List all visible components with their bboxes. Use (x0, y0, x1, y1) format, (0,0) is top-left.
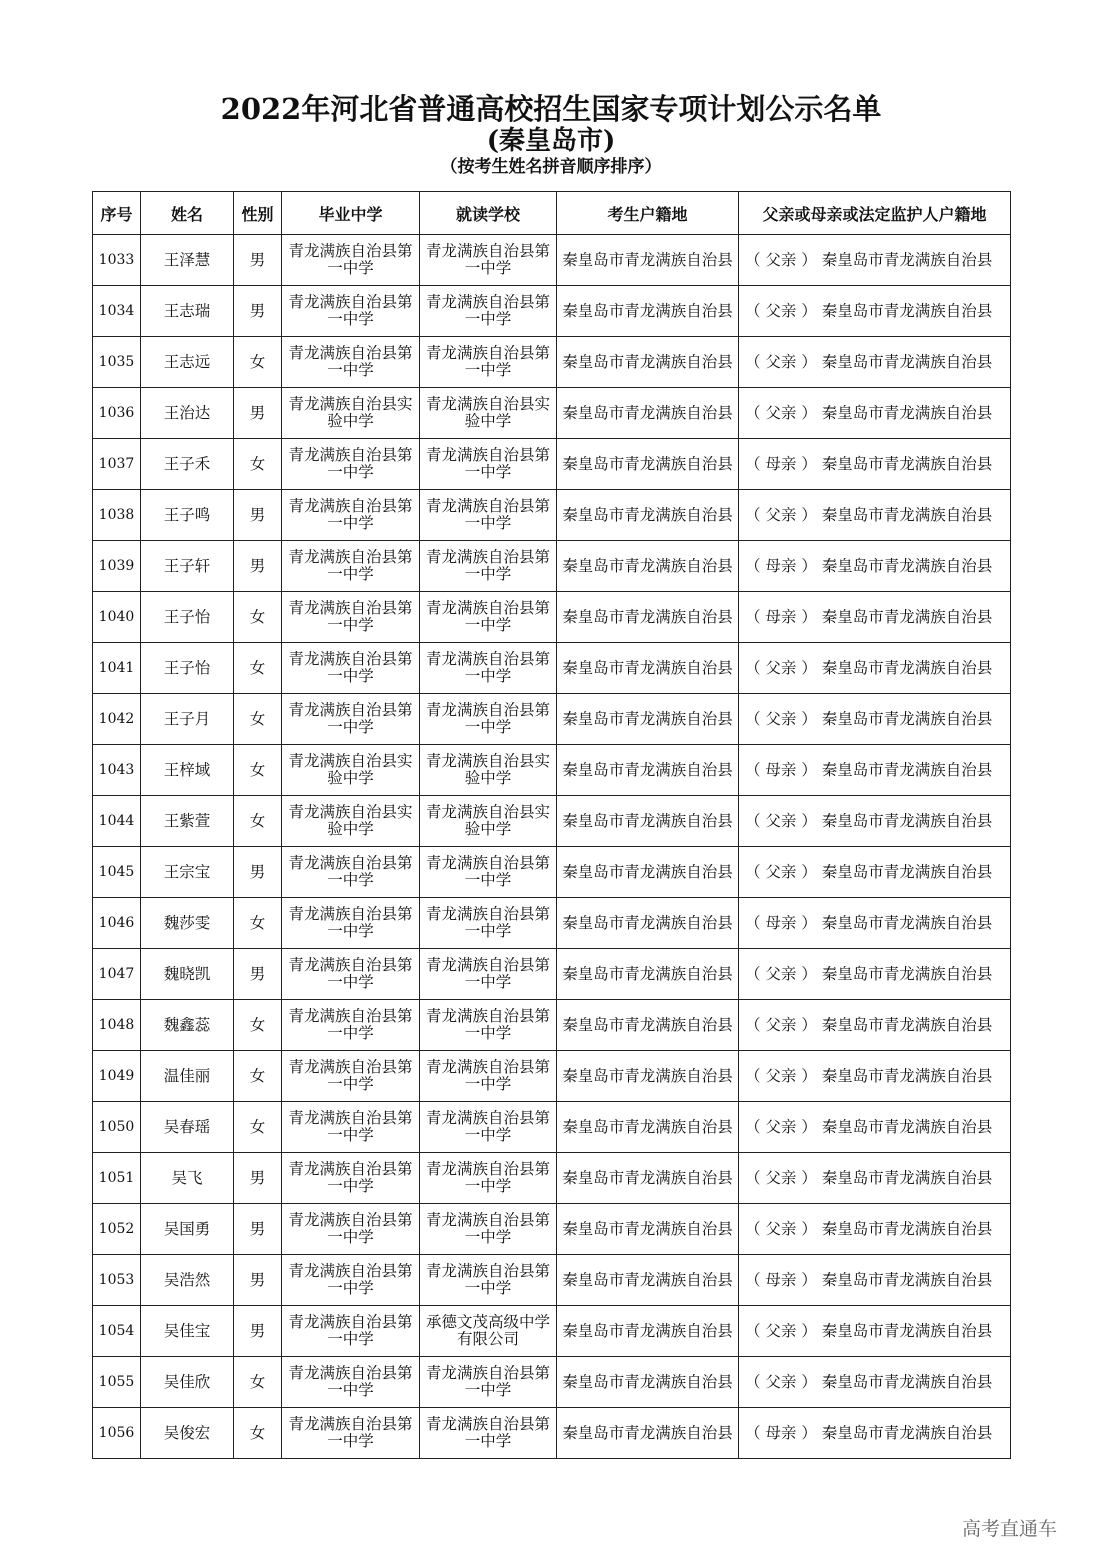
table-row (93, 235, 1011, 286)
cell-grad-school: 青龙满族自治县实验中学 (282, 388, 420, 439)
cell-guardian-hukou: （ 父亲 ） 秦皇岛市青龙满族自治县 (739, 1357, 1011, 1408)
header-seq: 序号 (93, 192, 141, 235)
cell-guardian-hukou: （ 母亲 ） 秦皇岛市青龙满族自治县 (739, 1408, 1011, 1459)
cell-guardian-hukou: （ 父亲 ） 秦皇岛市青龙满族自治县 (739, 643, 1011, 694)
cell-hukou: 秦皇岛市青龙满族自治县 (557, 1255, 739, 1306)
table-row (93, 439, 1011, 490)
cell-current-school: 青龙满族自治县第一中学 (420, 541, 557, 592)
cell-grad-school: 青龙满族自治县第一中学 (282, 1153, 420, 1204)
cell-hukou: 秦皇岛市青龙满族自治县 (557, 694, 739, 745)
watermark: 高考直通车 (962, 1519, 1058, 1540)
cell-grad-school: 青龙满族自治县实验中学 (282, 796, 420, 847)
cell-gender: 女 (234, 1357, 282, 1408)
cell-current-school: 青龙满族自治县第一中学 (420, 490, 557, 541)
cell-guardian-hukou: （ 母亲 ） 秦皇岛市青龙满族自治县 (739, 541, 1011, 592)
cell-hukou: 秦皇岛市青龙满族自治县 (557, 388, 739, 439)
cell-guardian-hukou: （ 父亲 ） 秦皇岛市青龙满族自治县 (739, 1204, 1011, 1255)
cell-name: 王治达 (141, 388, 234, 439)
cell-hukou: 秦皇岛市青龙满族自治县 (557, 592, 739, 643)
page-subtitle: (秦皇岛市) (486, 126, 616, 156)
cell-grad-school: 青龙满族自治县第一中学 (282, 490, 420, 541)
cell-name: 王泽慧 (141, 235, 234, 286)
cell-guardian-hukou: （ 父亲 ） 秦皇岛市青龙满族自治县 (739, 337, 1011, 388)
table-row (93, 337, 1011, 388)
cell-guardian-hukou: （ 父亲 ） 秦皇岛市青龙满族自治县 (739, 694, 1011, 745)
header-name: 姓名 (141, 192, 234, 235)
cell-gender: 男 (234, 388, 282, 439)
cell-hukou: 秦皇岛市青龙满族自治县 (557, 949, 739, 1000)
cell-guardian-hukou: （ 父亲 ） 秦皇岛市青龙满族自治县 (739, 1000, 1011, 1051)
cell-hukou: 秦皇岛市青龙满族自治县 (557, 490, 739, 541)
cell-hukou: 秦皇岛市青龙满族自治县 (557, 1000, 739, 1051)
cell-seq: 1047 (93, 949, 141, 1000)
cell-current-school: 青龙满族自治县第一中学 (420, 643, 557, 694)
cell-gender: 男 (234, 847, 282, 898)
cell-guardian-hukou: （ 父亲 ） 秦皇岛市青龙满族自治县 (739, 388, 1011, 439)
cell-gender: 女 (234, 796, 282, 847)
cell-current-school: 青龙满族自治县第一中学 (420, 1408, 557, 1459)
cell-grad-school: 青龙满族自治县第一中学 (282, 1306, 420, 1357)
table-row (93, 847, 1011, 898)
page-title: 2022年河北省普通高校招生国家专项计划公示名单 (220, 92, 882, 126)
table-row (93, 1153, 1011, 1204)
cell-name: 王志远 (141, 337, 234, 388)
cell-current-school: 青龙满族自治县第一中学 (420, 949, 557, 1000)
cell-gender: 女 (234, 898, 282, 949)
cell-seq: 1040 (93, 592, 141, 643)
cell-grad-school: 青龙满族自治县第一中学 (282, 439, 420, 490)
cell-hukou: 秦皇岛市青龙满族自治县 (557, 337, 739, 388)
table-row (93, 1204, 1011, 1255)
table-row (93, 490, 1011, 541)
header-guardian-hukou: 父亲或母亲或法定监护人户籍地 (739, 192, 1011, 235)
cell-gender: 女 (234, 1000, 282, 1051)
cell-hukou: 秦皇岛市青龙满族自治县 (557, 235, 739, 286)
cell-current-school: 青龙满族自治县第一中学 (420, 1000, 557, 1051)
cell-seq: 1042 (93, 694, 141, 745)
cell-current-school: 青龙满族自治县第一中学 (420, 847, 557, 898)
cell-hukou: 秦皇岛市青龙满族自治县 (557, 1102, 739, 1153)
cell-hukou: 秦皇岛市青龙满族自治县 (557, 796, 739, 847)
cell-current-school: 青龙满族自治县第一中学 (420, 439, 557, 490)
header-gender: 性别 (234, 192, 282, 235)
cell-seq: 1041 (93, 643, 141, 694)
cell-seq: 1054 (93, 1306, 141, 1357)
cell-current-school: 青龙满族自治县第一中学 (420, 1357, 557, 1408)
cell-current-school: 青龙满族自治县实验中学 (420, 796, 557, 847)
cell-name: 王子轩 (141, 541, 234, 592)
cell-current-school: 青龙满族自治县第一中学 (420, 1204, 557, 1255)
cell-gender: 女 (234, 1051, 282, 1102)
cell-hukou: 秦皇岛市青龙满族自治县 (557, 1204, 739, 1255)
cell-seq: 1037 (93, 439, 141, 490)
cell-current-school: 青龙满族自治县第一中学 (420, 1255, 557, 1306)
cell-name: 王梓域 (141, 745, 234, 796)
cell-guardian-hukou: （ 母亲 ） 秦皇岛市青龙满族自治县 (739, 592, 1011, 643)
cell-seq: 1046 (93, 898, 141, 949)
table-row (93, 1102, 1011, 1153)
cell-hukou: 秦皇岛市青龙满族自治县 (557, 1408, 739, 1459)
cell-current-school: 青龙满族自治县第一中学 (420, 235, 557, 286)
cell-hukou: 秦皇岛市青龙满族自治县 (557, 643, 739, 694)
cell-name: 王子怡 (141, 592, 234, 643)
cell-name: 吴佳欣 (141, 1357, 234, 1408)
cell-seq: 1048 (93, 1000, 141, 1051)
cell-gender: 女 (234, 745, 282, 796)
cell-seq: 1049 (93, 1051, 141, 1102)
table-row (93, 796, 1011, 847)
cell-current-school: 青龙满族自治县第一中学 (420, 898, 557, 949)
cell-gender: 女 (234, 439, 282, 490)
roster-table (92, 191, 1011, 1459)
cell-gender: 女 (234, 337, 282, 388)
cell-guardian-hukou: （ 母亲 ） 秦皇岛市青龙满族自治县 (739, 439, 1011, 490)
cell-hukou: 秦皇岛市青龙满族自治县 (557, 745, 739, 796)
cell-name: 魏莎雯 (141, 898, 234, 949)
cell-current-school: 青龙满族自治县第一中学 (420, 592, 557, 643)
cell-hukou: 秦皇岛市青龙满族自治县 (557, 286, 739, 337)
cell-gender: 女 (234, 694, 282, 745)
cell-guardian-hukou: （ 父亲 ） 秦皇岛市青龙满族自治县 (739, 796, 1011, 847)
cell-seq: 1053 (93, 1255, 141, 1306)
cell-gender: 女 (234, 592, 282, 643)
cell-gender: 男 (234, 541, 282, 592)
table-row (93, 286, 1011, 337)
sort-note: （按考生姓名拼音顺序排序） (440, 157, 662, 177)
cell-name: 王子怡 (141, 643, 234, 694)
cell-guardian-hukou: （ 母亲 ） 秦皇岛市青龙满族自治县 (739, 1255, 1011, 1306)
cell-current-school: 青龙满族自治县第一中学 (420, 1051, 557, 1102)
table-row (93, 1357, 1011, 1408)
table-row (93, 541, 1011, 592)
cell-grad-school: 青龙满族自治县第一中学 (282, 1408, 420, 1459)
cell-grad-school: 青龙满族自治县第一中学 (282, 898, 420, 949)
table-row (93, 643, 1011, 694)
cell-gender: 男 (234, 286, 282, 337)
cell-grad-school: 青龙满族自治县第一中学 (282, 592, 420, 643)
cell-name: 吴佳宝 (141, 1306, 234, 1357)
cell-hukou: 秦皇岛市青龙满族自治县 (557, 1153, 739, 1204)
cell-name: 吴俊宏 (141, 1408, 234, 1459)
cell-guardian-hukou: （ 父亲 ） 秦皇岛市青龙满族自治县 (739, 235, 1011, 286)
cell-gender: 男 (234, 235, 282, 286)
cell-grad-school: 青龙满族自治县第一中学 (282, 949, 420, 1000)
table-row (93, 949, 1011, 1000)
cell-name: 吴浩然 (141, 1255, 234, 1306)
cell-hukou: 秦皇岛市青龙满族自治县 (557, 1357, 739, 1408)
table-row (93, 694, 1011, 745)
cell-hukou: 秦皇岛市青龙满族自治县 (557, 1051, 739, 1102)
cell-current-school: 青龙满族自治县第一中学 (420, 1153, 557, 1204)
cell-seq: 1045 (93, 847, 141, 898)
cell-current-school: 青龙满族自治县第一中学 (420, 694, 557, 745)
cell-guardian-hukou: （ 父亲 ） 秦皇岛市青龙满族自治县 (739, 1051, 1011, 1102)
cell-current-school: 承德文茂高级中学有限公司 (420, 1306, 557, 1357)
cell-current-school: 青龙满族自治县实验中学 (420, 745, 557, 796)
table-row (93, 1306, 1011, 1357)
cell-gender: 男 (234, 1204, 282, 1255)
table-header-row (93, 192, 1011, 235)
cell-hukou: 秦皇岛市青龙满族自治县 (557, 898, 739, 949)
table-row (93, 1408, 1011, 1459)
table-body (93, 235, 1011, 1459)
cell-name: 吴国勇 (141, 1204, 234, 1255)
cell-guardian-hukou: （ 母亲 ） 秦皇岛市青龙满族自治县 (739, 898, 1011, 949)
cell-gender: 男 (234, 1255, 282, 1306)
header-hukou: 考生户籍地 (557, 192, 739, 235)
cell-seq: 1039 (93, 541, 141, 592)
cell-guardian-hukou: （ 父亲 ） 秦皇岛市青龙满族自治县 (739, 286, 1011, 337)
cell-name: 王子鸣 (141, 490, 234, 541)
cell-name: 温佳丽 (141, 1051, 234, 1102)
cell-grad-school: 青龙满族自治县第一中学 (282, 1051, 420, 1102)
cell-seq: 1035 (93, 337, 141, 388)
cell-guardian-hukou: （ 父亲 ） 秦皇岛市青龙满族自治县 (739, 949, 1011, 1000)
cell-hukou: 秦皇岛市青龙满族自治县 (557, 847, 739, 898)
cell-current-school: 青龙满族自治县第一中学 (420, 1102, 557, 1153)
cell-grad-school: 青龙满族自治县实验中学 (282, 745, 420, 796)
cell-grad-school: 青龙满族自治县第一中学 (282, 1102, 420, 1153)
cell-gender: 男 (234, 949, 282, 1000)
table-row (93, 745, 1011, 796)
cell-guardian-hukou: （ 母亲 ） 秦皇岛市青龙满族自治县 (739, 745, 1011, 796)
cell-current-school: 青龙满族自治县实验中学 (420, 388, 557, 439)
cell-gender: 女 (234, 1102, 282, 1153)
cell-guardian-hukou: （ 父亲 ） 秦皇岛市青龙满族自治县 (739, 1153, 1011, 1204)
cell-gender: 男 (234, 1153, 282, 1204)
header-current-school: 就读学校 (420, 192, 557, 235)
cell-grad-school: 青龙满族自治县第一中学 (282, 694, 420, 745)
cell-gender: 女 (234, 643, 282, 694)
cell-grad-school: 青龙满族自治县第一中学 (282, 541, 420, 592)
header-grad-school: 毕业中学 (282, 192, 420, 235)
cell-grad-school: 青龙满族自治县第一中学 (282, 286, 420, 337)
cell-gender: 男 (234, 1306, 282, 1357)
cell-seq: 1034 (93, 286, 141, 337)
cell-grad-school: 青龙满族自治县第一中学 (282, 337, 420, 388)
cell-seq: 1052 (93, 1204, 141, 1255)
cell-seq: 1036 (93, 388, 141, 439)
table-row (93, 1051, 1011, 1102)
cell-grad-school: 青龙满族自治县第一中学 (282, 1000, 420, 1051)
cell-name: 王志瑞 (141, 286, 234, 337)
cell-grad-school: 青龙满族自治县第一中学 (282, 1255, 420, 1306)
cell-name: 王子月 (141, 694, 234, 745)
table-row (93, 592, 1011, 643)
cell-grad-school: 青龙满族自治县第一中学 (282, 235, 420, 286)
cell-guardian-hukou: （ 父亲 ） 秦皇岛市青龙满族自治县 (739, 1306, 1011, 1357)
cell-seq: 1051 (93, 1153, 141, 1204)
cell-gender: 女 (234, 1408, 282, 1459)
cell-name: 吴飞 (141, 1153, 234, 1204)
cell-current-school: 青龙满族自治县第一中学 (420, 337, 557, 388)
cell-guardian-hukou: （ 父亲 ） 秦皇岛市青龙满族自治县 (739, 490, 1011, 541)
cell-grad-school: 青龙满族自治县第一中学 (282, 1357, 420, 1408)
cell-seq: 1050 (93, 1102, 141, 1153)
cell-hukou: 秦皇岛市青龙满族自治县 (557, 1306, 739, 1357)
cell-name: 吴春瑶 (141, 1102, 234, 1153)
cell-name: 魏鑫蕊 (141, 1000, 234, 1051)
table-row (93, 1000, 1011, 1051)
cell-name: 王子禾 (141, 439, 234, 490)
cell-seq: 1044 (93, 796, 141, 847)
cell-guardian-hukou: （ 父亲 ） 秦皇岛市青龙满族自治县 (739, 1102, 1011, 1153)
cell-name: 王宗宝 (141, 847, 234, 898)
table-row (93, 898, 1011, 949)
table-row (93, 388, 1011, 439)
cell-guardian-hukou: （ 父亲 ） 秦皇岛市青龙满族自治县 (739, 847, 1011, 898)
cell-name: 魏晓凯 (141, 949, 234, 1000)
cell-name: 王紫萱 (141, 796, 234, 847)
cell-hukou: 秦皇岛市青龙满族自治县 (557, 541, 739, 592)
cell-seq: 1056 (93, 1408, 141, 1459)
cell-seq: 1038 (93, 490, 141, 541)
cell-seq: 1055 (93, 1357, 141, 1408)
cell-seq: 1033 (93, 235, 141, 286)
cell-gender: 男 (234, 490, 282, 541)
cell-seq: 1043 (93, 745, 141, 796)
table-row (93, 1255, 1011, 1306)
cell-grad-school: 青龙满族自治县第一中学 (282, 847, 420, 898)
cell-grad-school: 青龙满族自治县第一中学 (282, 1204, 420, 1255)
cell-current-school: 青龙满族自治县第一中学 (420, 286, 557, 337)
cell-hukou: 秦皇岛市青龙满族自治县 (557, 439, 739, 490)
cell-grad-school: 青龙满族自治县第一中学 (282, 643, 420, 694)
